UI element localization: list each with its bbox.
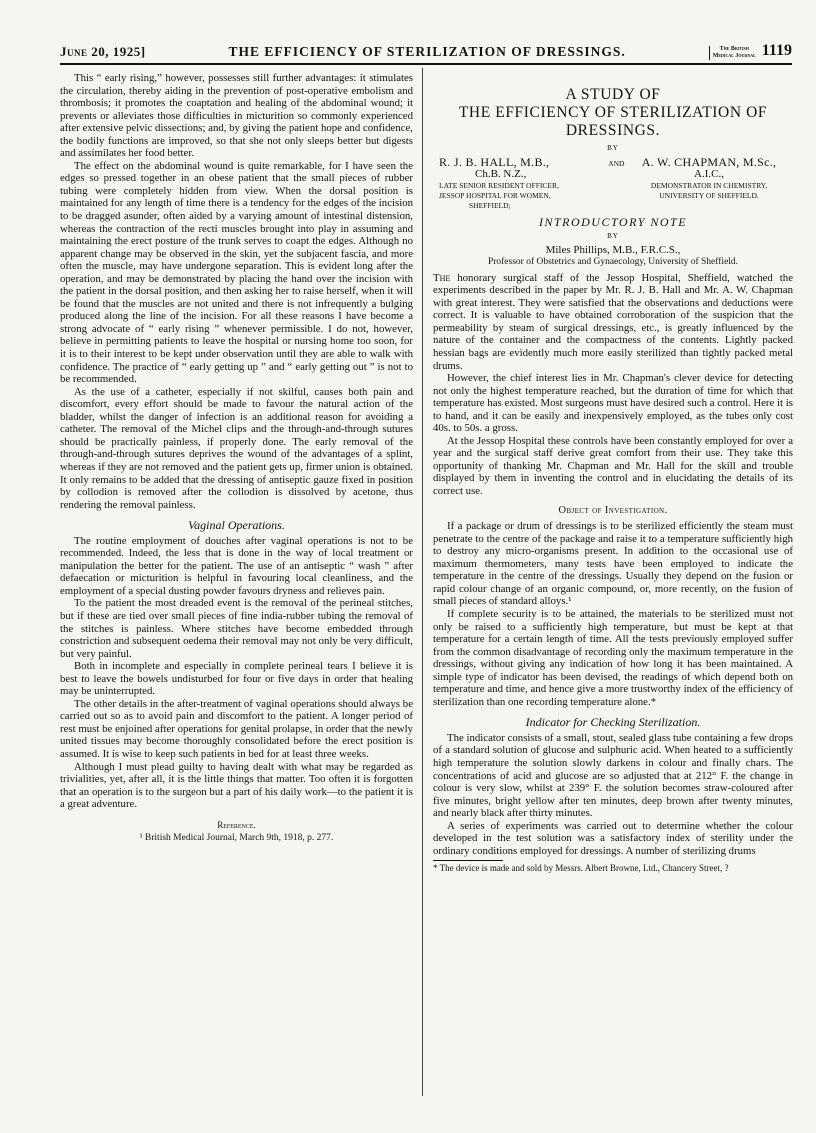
paragraph: The other details in the after-treatment of vaginal operations should always be carried out so as to avoid pain and discomfort to the patient. A longer period of rest must be enjoined after operations for genital prolapse, in order that the newly united tissues may become thoroughly consolidated before the erect position is assumed. It is wise to keep such patients in bed for at least three weeks. bbox=[60, 697, 413, 760]
author-name: A. W. CHAPMAN, M.Sc., bbox=[641, 154, 777, 169]
footnote: * The device is made and sold by Messrs. Albert Browne, Ltd., Chancery Street, ? bbox=[433, 863, 729, 874]
intro-author: Miles Phillips, M.B., F.R.C.S., bbox=[545, 243, 681, 256]
journal-name-line1: The British bbox=[719, 46, 749, 52]
author-affiliation: DEMONSTRATOR IN CHEMISTRY, bbox=[650, 180, 768, 190]
lead-word: The bbox=[433, 271, 451, 284]
reference-heading: Reference. bbox=[217, 819, 256, 830]
author-hall bbox=[433, 156, 608, 210]
paragraph: Both in incomplete and especially in complete perineal tears I believe it is best to leave the bowels undisturbed for four or five days in order that healing may be uninterrupted. bbox=[60, 660, 413, 698]
article-title bbox=[433, 86, 793, 140]
journal-name-line2: Medical Journal bbox=[712, 53, 756, 59]
intro-affiliation: Professor of Obstetrics and Gynaecology, University of Sheffield. bbox=[487, 257, 739, 268]
by-label: BY bbox=[607, 144, 619, 152]
author-affiliation: SHEFFIELD; bbox=[469, 200, 511, 210]
paragraph: This “ early rising,” however, possesses still further advantages: it stimulates the circulation, thereby aiding in the prevention of post-operative embolism and thrombosis; it promotes the coaptation and healing of the abdominal wound; it prevents or alleviates those difficulties in micturition so commonly experienced after extensive pelvic dissections; and, by giving the patient hope and confidence, the bodily functions are improved, so that she not only sleeps better but digests and assimilates her food better. bbox=[60, 72, 413, 160]
article-title-line2: THE EFFICIENCY OF STERILIZATION OF bbox=[458, 104, 768, 121]
author-affiliation: JESSOP HOSPITAL FOR WOMEN, bbox=[439, 190, 551, 200]
paragraph: Although I must plead guilty to having dealt with what may be regarded as trivialities, yet, after all, it is the little things that matter. Too often it is forgotten that an operation is to the surgeon but a part of his daily work—to the patient it is a great adventure. bbox=[60, 760, 413, 811]
section-heading-indicator: Indicator for Checking Sterilization. bbox=[525, 715, 701, 730]
journal-name bbox=[709, 46, 756, 60]
author-chapman bbox=[624, 156, 793, 200]
paragraph: A series of experiments was carried out to determine whether the colour developed in the test solution was a satisfactory index of sterility under the ordinary conditions employed for dressings. A number of sterilizing drums bbox=[433, 819, 793, 857]
section-heading-object: Object of Investigation. bbox=[558, 504, 668, 516]
paragraph bbox=[433, 272, 793, 372]
paragraph: However, the chief interest lies in Mr. Chapman's clever device for detecting not only the highest temperature reached, but the duration of time for which that temperature has existed. Most surgeons must have desired such a control. Here it is to hand, and it can be easily and inexpensively employed, as the tubes only cost 40s. to 50s. a gross. bbox=[433, 372, 793, 435]
and-label: AND bbox=[608, 158, 625, 168]
paragraph: The indicator consists of a small, stout, sealed glass tube containing a few drops of a standard solution of glucose and sulphuric acid. When heated to a sufficiently high temperature the solution slowly darkens in colour and finally chars. The concentrations of acid and glucose are so adjusted that at 212° F. the change in colour is very slow, whilst at 239° F. the solution becomes straw-coloured after five minutes, bright yellow after ten minutes, deep brown after twenty minutes, and nearly black after thirty minutes. bbox=[433, 731, 793, 820]
paragraph: To the patient the most dreaded event is the removal of the perineal stitches, but if these are tied over small pieces of fine india-rubber tubing the removal of the stitches is painless. Where stitches have become embedded through constriction and subsequent oedema their removal may not only be very difficult, but very painful. bbox=[60, 597, 413, 660]
reference-entry: ¹ British Medical Journal, March 9th, 1918, p. 277. bbox=[139, 833, 334, 844]
author-affiliation: UNIVERSITY OF SHEFFIELD. bbox=[659, 190, 759, 200]
right-column bbox=[433, 72, 793, 874]
paragraph: The routine employment of douches after vaginal operations is not to be recommended. Indeed, the less that is done in the way of local treatment or manipulation the better for the patient. The use of an antiseptic “ wash ” after defaecation or micturition is helpful in favouring local cleanliness, and the employment of a special dusting powder favours dryness and relieves pain. bbox=[60, 534, 413, 597]
header-right bbox=[709, 42, 792, 60]
author-name: R. J. B. HALL, M.B., bbox=[439, 154, 550, 169]
author-degree: A.I.C., bbox=[694, 167, 724, 180]
page-number: 1119 bbox=[761, 42, 792, 59]
running-title: THE EFFICIENCY OF STERILIZATION OF DRESSINGS. bbox=[228, 44, 626, 59]
paragraph: The effect on the abdominal wound is quite remarkable, for I have seen the edges so pressed together in an obese patient that the small pieces of rubber tubing were completely hidden from view. When the dorsal position is maintained for any length of time there is a tendency for the edges of the incision to be dragged asunder, often aided by a varying amount of intestinal distension, whereas the contraction of the recti muscles brought into play in assuming and maintaining the erect posture of the trunk serves to coapt the edges. Although no apparent change may be observed in the skin, yet the subjacent fascia, and more often the muscle, may have undergone separation. This is evident long after the operation, and may be demonstrated by placing the hand over the incision with the patient in the dorsal position, and then asking her to raise herself, when it will be found that the muscles are not united and there is not infrequently a bulging produced along the line of the incision. For all these reasons I have become a strong advocate of “ early rising ” whenever permissible. I do not, however, believe in permitting patients to leave the hospital or nursing home too soon, for it is to their interest to be kept under observation until they are able to walk with confidence. The practice of “ early getting up ” and “ early getting out ” is not to be recommended. bbox=[60, 159, 413, 386]
column-divider bbox=[422, 68, 423, 1096]
footnote-rule bbox=[433, 860, 503, 861]
intro-by-label: BY bbox=[607, 232, 619, 241]
author-degree: Ch.B. N.Z., bbox=[475, 167, 527, 180]
header-rule bbox=[60, 63, 792, 65]
introductory-note-heading: INTRODUCTORY NOTE bbox=[538, 214, 688, 229]
paragraph: At the Jessop Hospital these controls have been constantly employed for over a year and the surgical staff derive great comfort from their use. They take this opportunity of thanking Mr. Chapman and Mr. Hall for the skill and trouble displayed by them in inventing the control and in elucidating the details of its correct use. bbox=[433, 434, 793, 498]
author-affiliation: LATE SENIOR RESIDENT OFFICER, bbox=[439, 180, 559, 190]
paragraph-text: honorary surgical staff of the Jessop Hospital, Sheffield, watched the experiments described in the paper by Mr. R. J. B. Hall and Mr. A. W. Chapman with great interest. They were satisfied that the observations and deductions were correct. It is valuable to have obtained corroboration of the suspicion that the permeability by steam of surgical dressings, etc., is greatly influenced by the nature of the container and the compactness of the contents. Lightly packed hessian bags are evidently much more easily sterilized than tightly packed metal drums. bbox=[433, 271, 793, 372]
left-column bbox=[60, 72, 413, 845]
running-header bbox=[60, 38, 792, 60]
article-title-line3: DRESSINGS. bbox=[565, 122, 661, 139]
section-heading-vaginal-operations: Vaginal Operations. bbox=[188, 518, 285, 533]
author-block bbox=[433, 156, 793, 210]
article-title-line1: A STUDY OF bbox=[565, 86, 661, 103]
paragraph: If a package or drum of dressings is to be sterilized efficiently the steam must penetrate to the centre of the package and raise it to a temperature sufficiently high to destroy any micro-organisms present. In addition to the occasional use of maximum thermometers, many tests have been employed to indicate the temperature in the centre of the dressings. Usually they depend on the fusion or rapid colour change of an organic compound, or, more recently, on the fusion of small pieces of standard alloys.¹ bbox=[433, 520, 793, 608]
paragraph: As the use of a catheter, especially if not skilful, causes both pain and discomfort, every effort should be made to favour the natural action of the bladder, whilst the danger of infection is an additional reason for avoiding a catheter. The removal of the Michel clips and the through-and-through sutures should be practically painless, if properly done. The early removal of the through-and-through sutures deprives the wound of the advantages of a splint, whereas if they are not removed and the patient gets up, firmer union is obtained. It only remains to be added that the dressing of antiseptic gauze fixed in position by collodion is removed after the collodion is dissolved by acetone, thus rendering the removal painless. bbox=[60, 385, 413, 511]
paragraph: If complete security is to be attained, the materials to be sterilized must not only be raised to a sufficiently high temperature, but must be kept at that temperature for a certain length of time. All the tests previously employed suffer from the common disadvantage of recording only the maximum temperature in the dressings, without giving any indication of how long it has been maintained. A simple type of indicator has been devised, the readings of which depend both on temperature and time, and hence give a more trustworthy index of the efficiency of sterilization than one recording temperature alone.* bbox=[433, 607, 793, 708]
issue-date: June 20, 1925] bbox=[60, 44, 146, 59]
